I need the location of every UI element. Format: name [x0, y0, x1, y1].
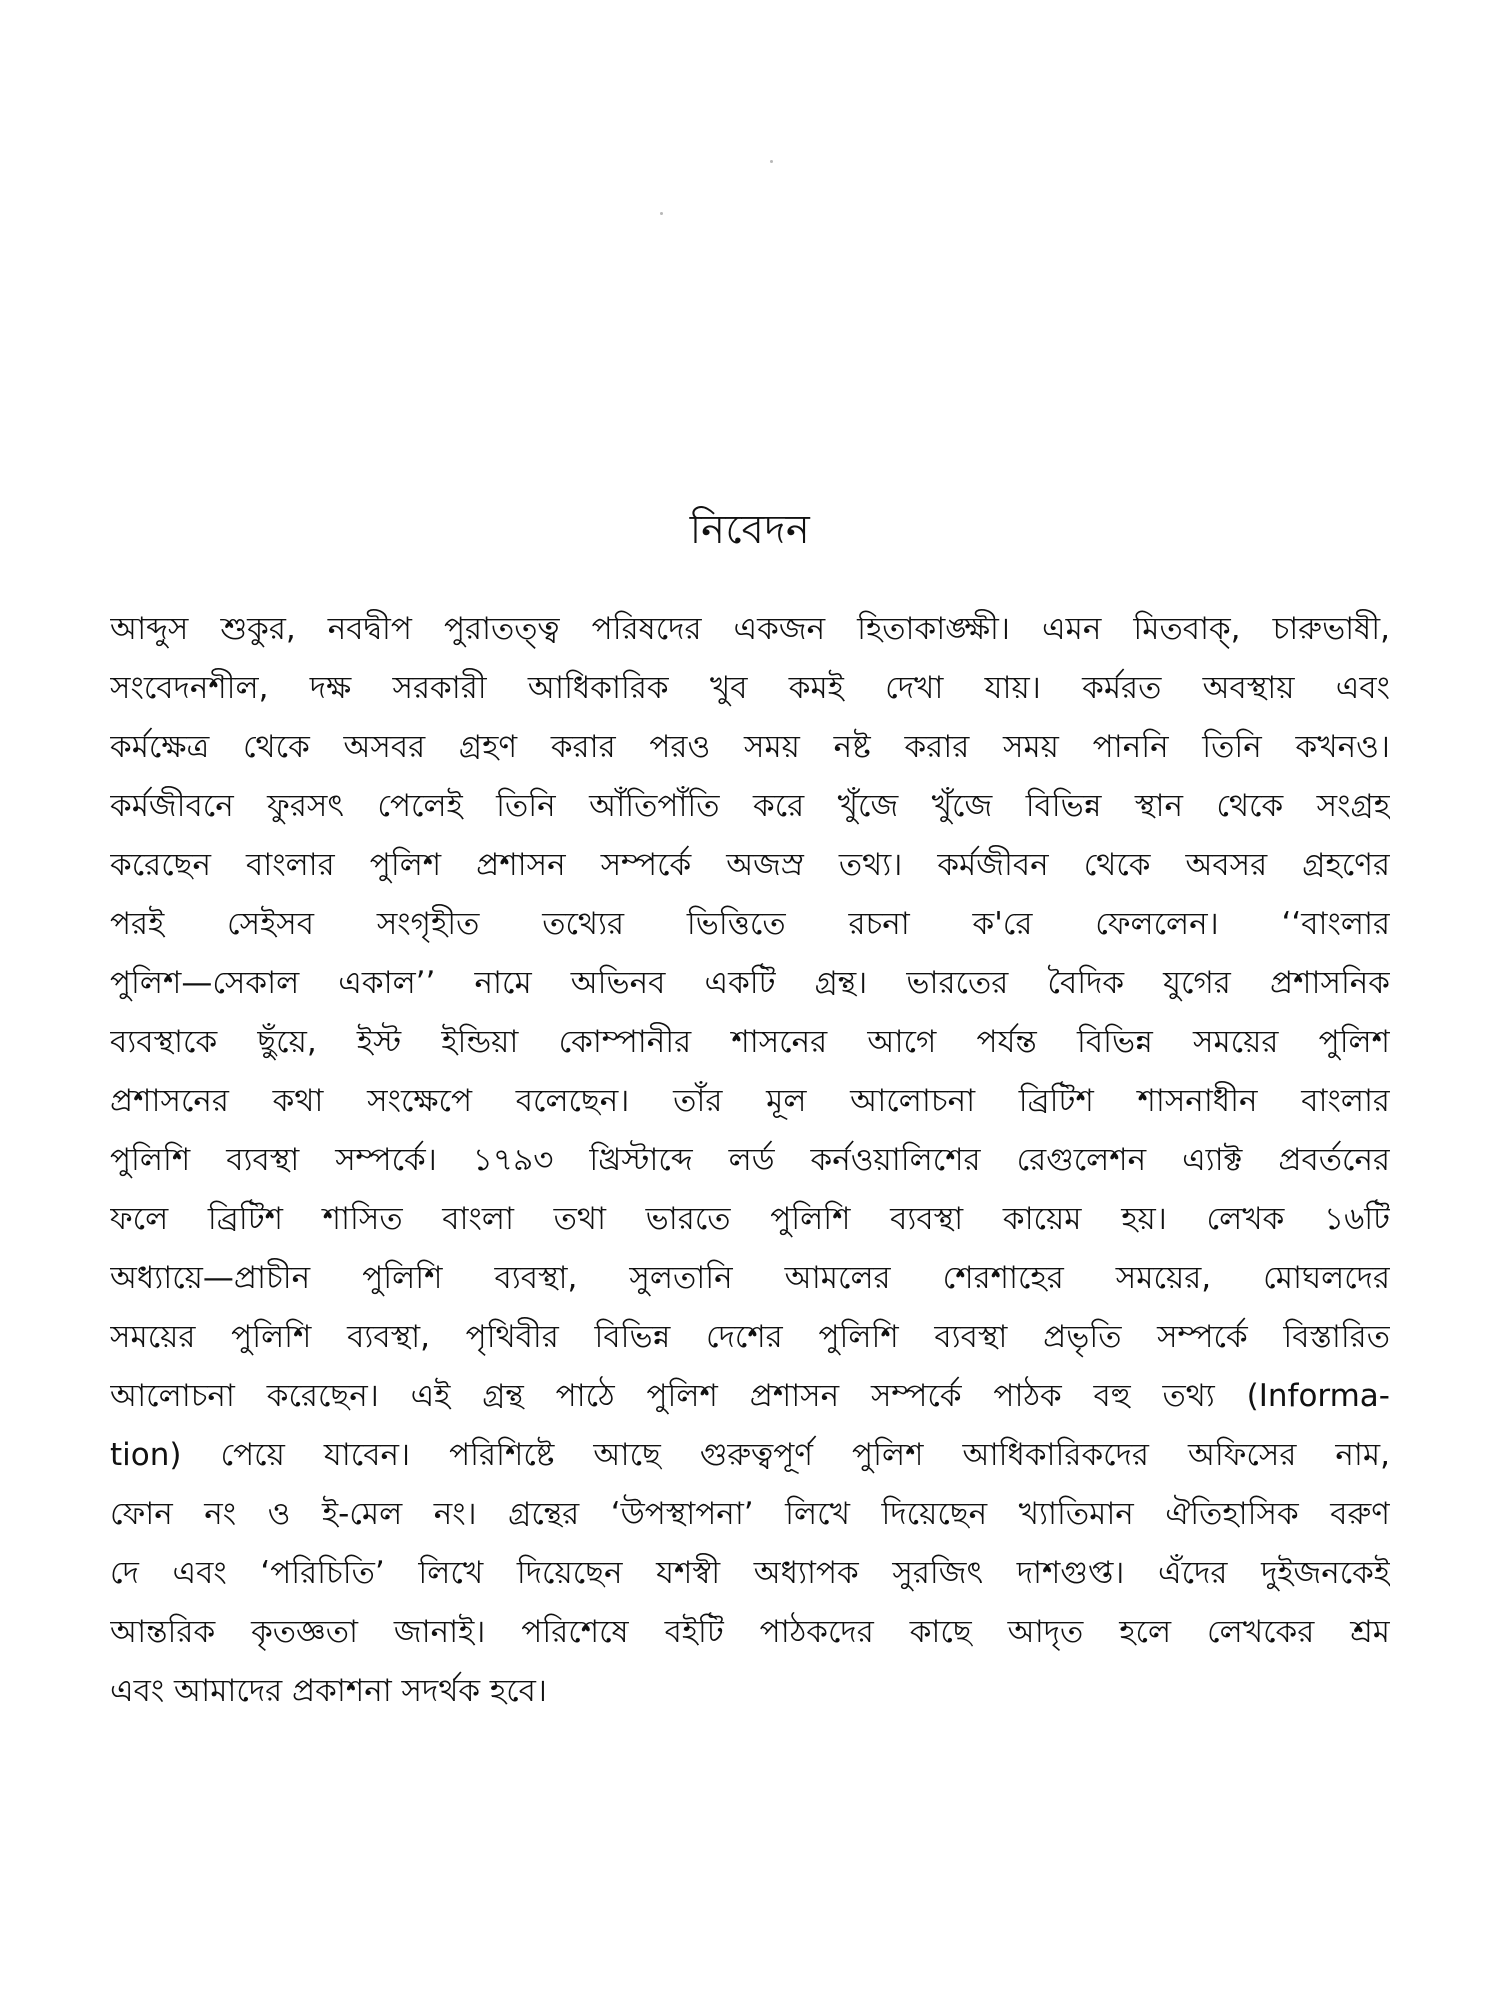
text-line: tion) পেয়ে যাবেন। পরিশিষ্টে আছে গুরুত্বপূর্ণ পুলিশ আধিকারিকদের অফিসের নাম,: [110, 1437, 1390, 1473]
text-line: ফোন নং ও ই-মেল নং। গ্রন্থের ‘উপস্থাপনা’ লিখে দিয়েছেন খ্যাতিমান ঐতিহাসিক বরুণ: [110, 1496, 1390, 1532]
text-line: আব্দুস শুকুর, নবদ্বীপ পুরাতত্ত্ব পরিষদের একজন হিতাকাঙ্ক্ষী। এমন মিতবাক্‌, চারুভাষী,: [110, 611, 1390, 647]
page-title: নিবেদন: [689, 507, 811, 553]
text-line: ব্যবস্থাকে ছুঁয়ে, ইস্ট ইন্ডিয়া কোম্পানীর শাসনের আগে পর্যন্ত বিভিন্ন সময়ের পুলিশ: [110, 1024, 1390, 1060]
text-line: কর্মক্ষেত্র থেকে অসবর গ্রহণ করার পরও সময় নষ্ট করার সময় পাননি তিনি কখনও।: [110, 729, 1390, 765]
text-line: সময়ের পুলিশি ব্যবস্থা, পৃথিবীর বিভিন্ন দেশের পুলিশি ব্যবস্থা প্রভৃতি সম্পর্কে বিস্তারিত: [110, 1319, 1390, 1355]
text-line: এবং আমাদের প্রকাশনা সদর্থক হবে।: [110, 1673, 548, 1709]
text-line: অধ্যায়ে—প্রাচীন পুলিশি ব্যবস্থা, সুলতানি আমলের শেরশাহের সময়ের, মোঘলদের: [110, 1260, 1390, 1296]
body-paragraph: [110, 600, 1390, 1721]
text-line: দে এবং ‘পরিচিতি’ লিখে দিয়েছেন যশস্বী অধ্যাপক সুরজিৎ দাশগুপ্ত। এঁদের দুইজনকেই: [110, 1555, 1390, 1591]
scan-speck: [660, 212, 663, 215]
text-line: করেছেন বাংলার পুলিশ প্রশাসন সম্পর্কে অজস্র তথ্য। কর্মজীবন থেকে অবসর গ্রহণের: [110, 847, 1390, 883]
text-line: ফলে ব্রিটিশ শাসিত বাংলা তথা ভারতে পুলিশি ব্যবস্থা কায়েম হয়। লেখক ১৬টি: [110, 1201, 1390, 1237]
text-line: সংবেদনশীল, দক্ষ সরকারী আধিকারিক খুব কমই দেখা যায়। কর্মরত অবস্থায় এবং: [110, 670, 1390, 706]
text-line: পুলিশি ব্যবস্থা সম্পর্কে। ১৭৯৩ খ্রিস্টাব্দে লর্ড কর্নওয়ালিশের রেগুলেশন এ্যাক্ট প্রবর্তনের: [110, 1142, 1390, 1178]
scan-speck: [770, 160, 773, 163]
text-line: আলোচনা করেছেন। এই গ্রন্থ পাঠে পুলিশ প্রশাসন সম্পর্কে পাঠক বহু তথ্য (Informa-: [110, 1378, 1390, 1414]
text-line: আন্তরিক কৃতজ্ঞতা জানাই। পরিশেষে বইটি পাঠকদের কাছে আদৃত হলে লেখকের শ্রম: [110, 1614, 1390, 1650]
text-line: প্রশাসনের কথা সংক্ষেপে বলেছেন। তাঁর মূল আলোচনা ব্রিটিশ শাসনাধীন বাংলার: [110, 1083, 1390, 1119]
text-line: পরই সেইসব সংগৃহীত তথ্যের ভিত্তিতে রচনা ক'রে ফেললেন। ‘‘বাংলার: [110, 906, 1390, 942]
text-line: পুলিশ—সেকাল একাল’’ নামে অভিনব একটি গ্রন্থ। ভারতের বৈদিক যুগের প্রশাসনিক: [110, 965, 1390, 1001]
text-line: কর্মজীবনে ফুরসৎ পেলেই তিনি আঁতিপাঁতি করে খুঁজে খুঁজে বিভিন্ন স্থান থেকে সংগ্রহ: [110, 788, 1390, 824]
